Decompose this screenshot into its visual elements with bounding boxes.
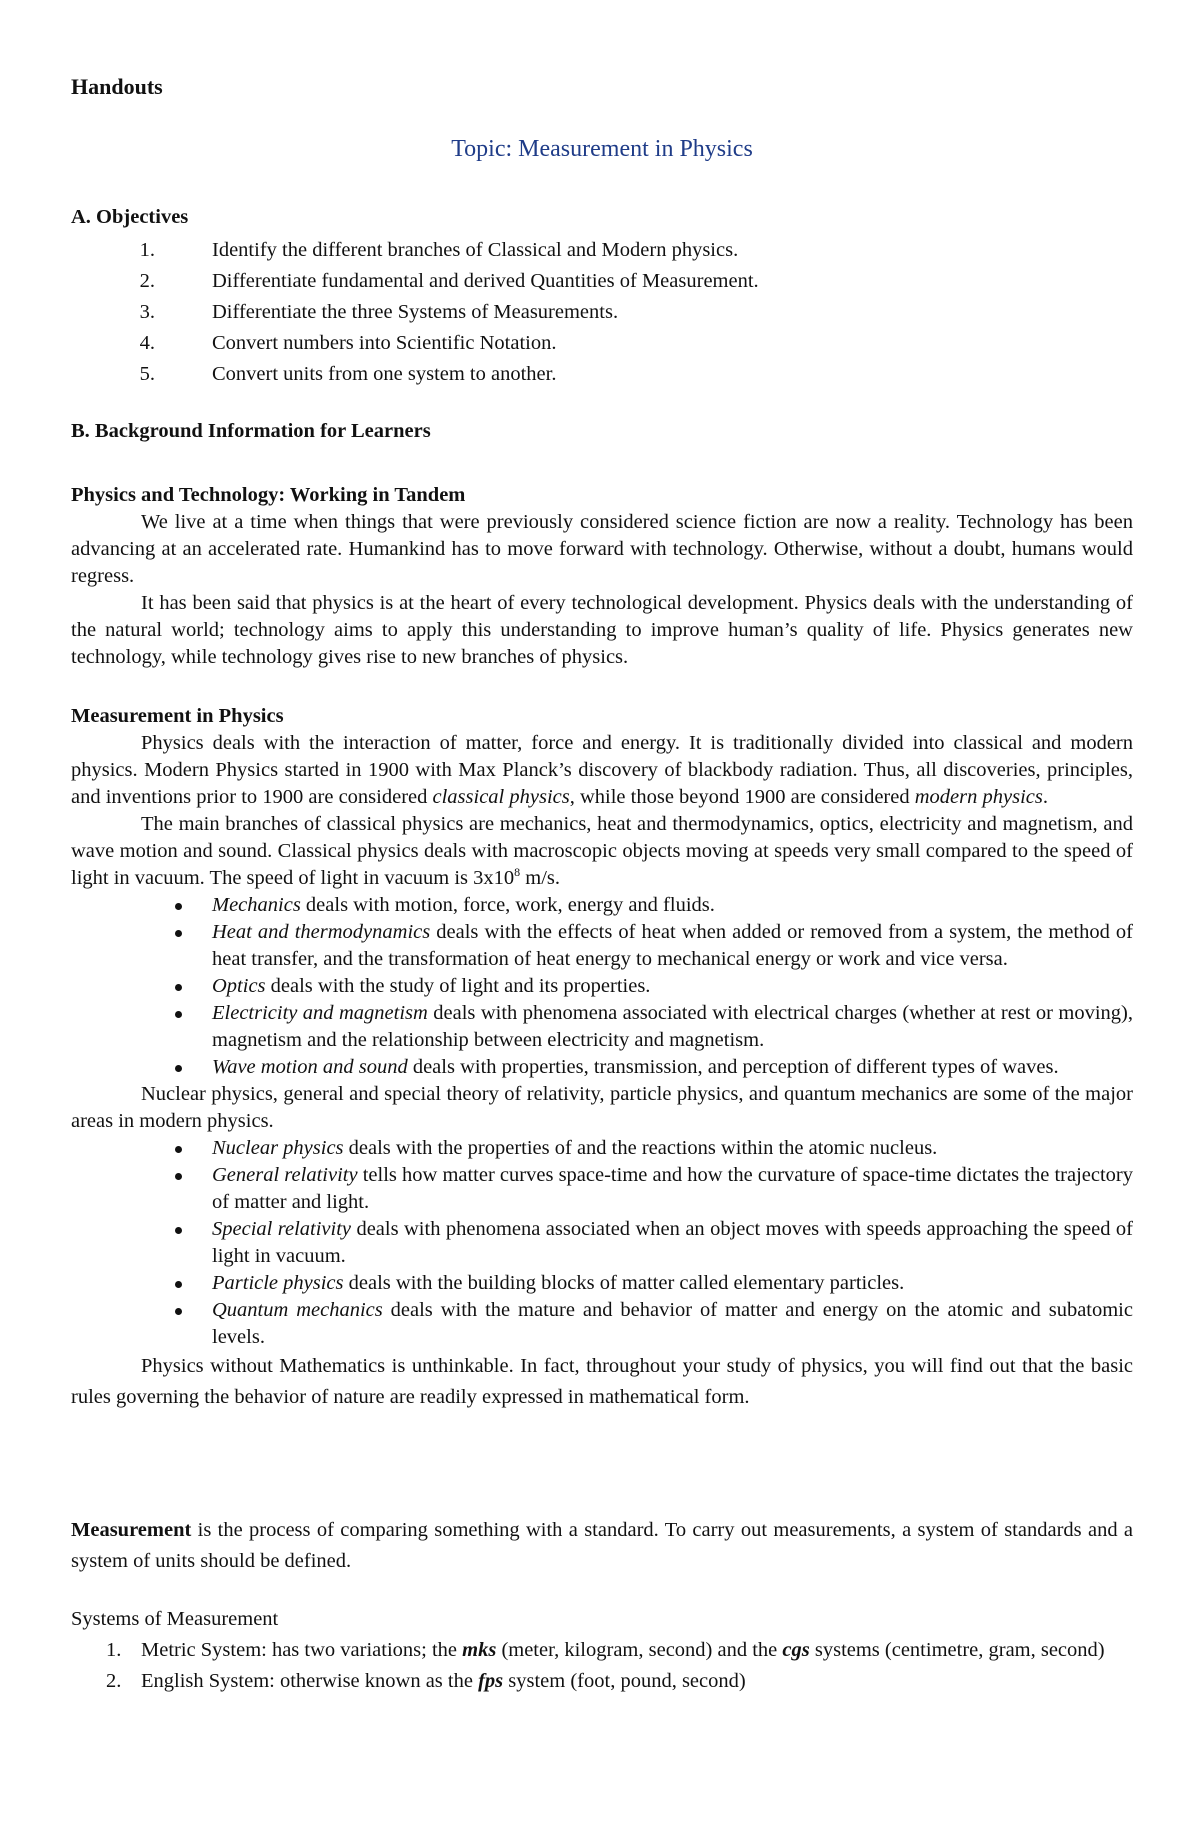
objective-item [71,328,1133,359]
bullet-icon [175,984,182,991]
tandem-paragraph-2: It has been said that physics is at the heart of every technological development. Physics deals with the understanding of the natural world; technology aims to apply this understanding to improve human’s quality of life. Physics generates new technology, while technology gives rise to new branches of physics. [71,592,1133,668]
list-item: Wave motion and sound deals with properties, transmission, and perception of different types of waves. [71,1054,1133,1081]
list-item: Nuclear physics deals with the properties of and the reactions within the atomic nucleus. [71,1135,1133,1162]
system-number: 2. [106,1670,122,1692]
bullet-icon [175,1173,182,1180]
measurement-paragraph-3: Nuclear physics, general and special theory of relativity, particle physics, and quantum mechanics are some of the major areas in modern physics. [71,1083,1133,1132]
systems-heading: Systems of Measurement [71,1608,279,1630]
list-item: Electricity and magnetism deals with phenomena associated with electrical charges (whether at rest or moving), magnetism and the relationship between electricity and magnetism. [71,1000,1133,1054]
objective-text: Differentiate fundamental and derived Quantities of Measurement. [212,270,759,292]
measurement-definition [71,1515,1133,1577]
objective-number: 4. [139,332,155,354]
classical-branches-list [71,892,1133,1081]
objective-text: Identify the different branches of Classical and Modern physics. [212,239,739,261]
list-item: Mechanics deals with motion, force, work, energy and fluids. [71,892,1133,919]
measurement-paragraph-1: Physics deals with the interaction of matter, force and energy. It is traditionally divided into classical and modern physics. Modern Physics started in 1900 with Max Planck’s discovery of blackbody radiation. Thus, all discoveries, principles, and inventions prior to 1900 are considered classical physics, while those beyond 1900 are considered modern physics. [71,732,1133,808]
background-heading: B. Background Information for Learners [71,420,431,442]
bullet-icon [175,930,182,937]
objective-text: Convert numbers into Scientific Notation. [212,332,557,354]
objective-item [71,359,1133,390]
measurement-paragraph-2: The main branches of classical physics are mechanics, heat and thermodynamics, optics, electricity and magnetism, and wave motion and sound. Classical physics deals with macroscopic objects moving at speeds very small compared to the speed of light in vacuum. The speed of light in vacuum is $3x10^8$ m/s. [71,813,1133,889]
bullet-icon [175,1065,182,1072]
objective-number: 3. [139,301,155,323]
list-item: Special relativity deals with phenomena associated when an object moves with speeds approaching the speed of light in vacuum. [71,1216,1133,1270]
list-item: Quantum mechanics deals with the mature and behavior of matter and energy on the atomic and subatomic levels. [71,1297,1133,1351]
definition-term: Measurement [71,1519,192,1541]
objective-item [71,235,1133,266]
bullet-icon [175,903,182,910]
tandem-paragraph-1: We live at a time when things that were previously considered science fiction are now a reality. Technology has been advancing at an accelerated rate. Humankind has to move forward with technology. Otherwise, without a doubt, humans would regress. [71,511,1133,587]
list-item: 1. Metric System: has two variations; the mks (meter, kilogram, second) and the cgs systems (centimetre, gram, second) [71,1635,1133,1666]
bullet-icon [175,1011,182,1018]
objective-number: 2. [139,270,155,292]
objective-text: Convert units from one system to another. [212,363,557,385]
objectives-heading: A. Objectives [71,206,189,228]
list-item: Particle physics deals with the building blocks of matter called elementary particles. [71,1270,1133,1297]
list-item: Optics deals with the study of light and its properties. [71,973,1133,1000]
objective-number: 5. [139,363,155,385]
bullet-icon [175,1227,182,1234]
measurement-heading: Measurement in Physics [71,705,284,727]
list-item: Heat and thermodynamics deals with the effects of heat when added or removed from a system, the method of heat transfer, and the transformation of heat energy to mechanical energy or work and vice versa. [71,919,1133,973]
bullet-icon [175,1281,182,1288]
definition-text: is the process of comparing something with a standard. To carry out measurements, a system of standards and a system of units should be defined. [71,1519,1133,1572]
systems-section [71,1604,1133,1697]
objectives-section [71,204,1133,390]
objectives-list [71,235,1133,390]
measurement-section [71,703,1133,1413]
objective-text: Differentiate the three Systems of Measurements. [212,301,619,323]
tandem-heading: Physics and Technology: Working in Tandem [71,484,466,506]
modern-branches-list [71,1135,1133,1351]
measurement-paragraph-4: Physics without Mathematics is unthinkable. In fact, throughout your study of physics, you will find out that the basic rules governing the behavior of nature are readily expressed in mathematical form. [71,1355,1133,1408]
systems-list [71,1635,1133,1697]
list-item: General relativity tells how matter curves space-time and how the curvature of space-time dictates the trajectory of matter and light. [71,1162,1133,1216]
tandem-section [71,482,1133,671]
bullet-icon [175,1146,182,1153]
topic-title: Topic: Measurement in Physics [451,136,753,162]
objective-number: 1. [139,239,155,261]
system-number: 1. [106,1639,122,1661]
objective-item [71,297,1133,328]
list-item: 2. English System: otherwise known as the fps system (foot, pound, second) [71,1666,1133,1697]
handouts-title: Handouts [71,74,163,99]
objective-item [71,266,1133,297]
bullet-icon [175,1308,182,1315]
